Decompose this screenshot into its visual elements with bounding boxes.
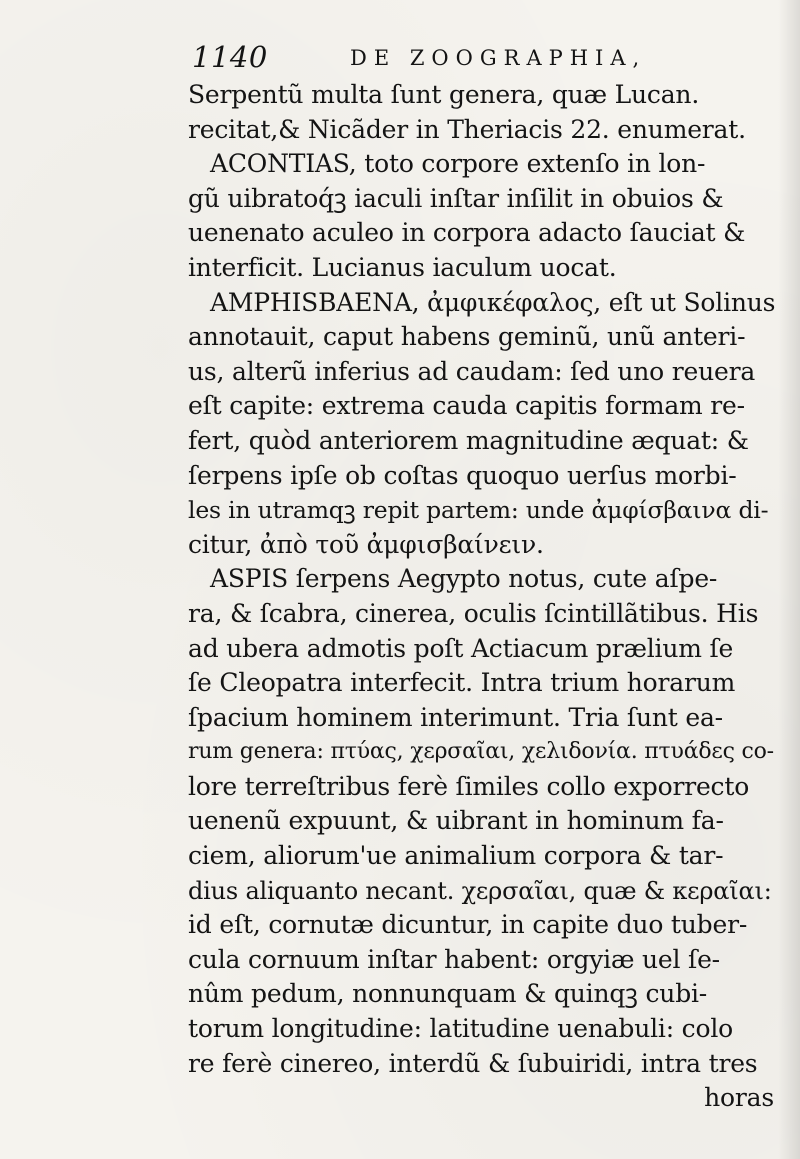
- page-number: 1140: [192, 40, 268, 74]
- page-edge-shadow: [778, 0, 800, 1159]
- text-line-6: interficit. Lucianus iaculum uocat.: [188, 252, 617, 282]
- catchword: horas: [704, 1083, 774, 1113]
- text-line-9: us, alterũ inferius ad caudam: ſed uno reuera: [188, 356, 756, 386]
- text-line-4: gũ uibratoq́ꝫ iaculi inſtar inſilit in obuios &: [188, 183, 724, 213]
- text-line-12: ſerpens ipſe ob coſtas quoquo uerſus morbi-: [188, 460, 737, 490]
- text-line-7: AMPHISBAENA, ἀμφικέφαλος, eſt ut Solinus: [210, 287, 776, 317]
- text-line-19: ſpacium hominem interimunt. Tria ſunt ea-: [188, 702, 723, 732]
- text-line-11: fert, quòd anteriorem magnitudine æquat: &: [188, 425, 749, 455]
- text-line-20: rum genera: πτύας, χερσαῖαι, χελιδονία. πτυάδες co-: [188, 739, 774, 765]
- text-line-29: re ferè cinereo, interdũ & ſubuiridi, intra tres: [188, 1048, 758, 1078]
- text-line-13: les in utramqꝫ repit partem: unde ἀμφίσβαινα di-: [188, 496, 769, 525]
- running-title: DE ZOOGRAPHIA,: [350, 46, 647, 70]
- text-line-8: annotauit, caput habens geminũ, unũ anteri-: [188, 322, 746, 352]
- text-line-23: ciem, aliorum'ue animalium corpora & tar-: [188, 841, 724, 871]
- text-line-16: ra, & ſcabra, cinerea, oculis ſcintillãtibus. His: [188, 598, 759, 628]
- text-line-24: dius aliquanto necant. χερσαῖαι, quæ & κεραῖαι:: [188, 876, 772, 905]
- text-line-18: ſe Cleopatra interfecit. Intra trium horarum: [188, 668, 736, 698]
- text-line-1: Serpentũ multa ſunt genera, quæ Lucan.: [188, 80, 700, 109]
- text-line-27: nûm pedum, nonnunquam & quinqꝫ cubi-: [188, 979, 708, 1009]
- text-line-5: uenenato aculeo in corpora adacto ſauciat &: [188, 218, 746, 248]
- text-line-28: torum longitudine: latitudine uenabuli: colo: [188, 1014, 733, 1044]
- text-line-26: cula cornuum inſtar habent: orgyiæ uel ſe-: [188, 944, 720, 974]
- text-line-21: lore terreſtribus ferè ſimiles collo exporrecto: [188, 771, 750, 801]
- text-line-2: recitat,& Nicãder in Theriacis 22. enumerat.: [188, 114, 746, 144]
- running-head: [192, 40, 692, 74]
- body-text: [188, 78, 780, 1116]
- text-line-14: citur, ἀπὸ τοῦ ἀμφισβαίνειν.: [188, 529, 544, 559]
- text-line-25: id eſt, cornutæ dicuntur, in capite duo tuber-: [188, 910, 748, 940]
- text-line-22: uenenũ expuunt, & uibrant in hominum fa-: [188, 806, 724, 836]
- text-line-3: ACONTIAS, toto corpore extenſo in lon-: [210, 149, 706, 179]
- text-line-17: ad ubera admotis poſt Actiacum prælium ſe: [188, 633, 734, 663]
- text-line-10: eſt capite: extrema cauda capitis formam re-: [188, 391, 745, 421]
- text-line-15: ASPIS ſerpens Aegypto notus, cute aſpe-: [210, 564, 718, 594]
